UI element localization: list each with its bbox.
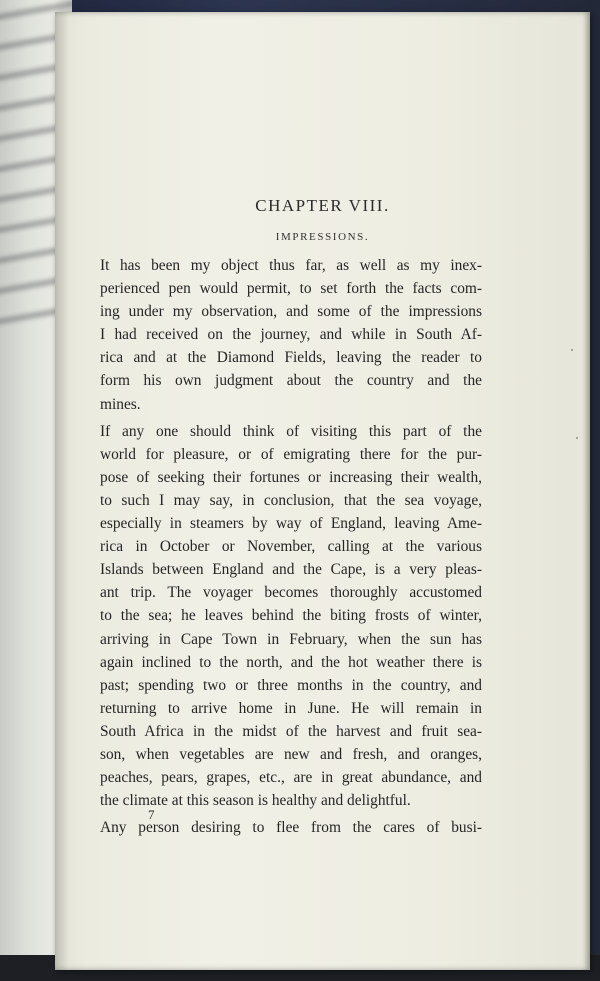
text-line: rica in October or November, calling at the various	[100, 538, 482, 556]
text-line: pose of seeking their fortunes or increasing their wealth,	[100, 468, 482, 486]
paper-speck	[576, 437, 578, 439]
text-line: again inclined to the north, and the hot weather there is	[100, 653, 482, 671]
text-line: form his own judgment about the country and the	[100, 372, 482, 390]
text-line: to such I may say, in conclusion, that the sea voyage,	[100, 491, 482, 509]
text-line: world for pleasure, or of emigrating there for the pur-	[100, 445, 482, 463]
text-line: Islands between England and the Cape, is a very pleas-	[100, 561, 482, 579]
text-line: ant trip. The voyager becomes thoroughly accustomed	[100, 584, 482, 602]
text-line: peaches, pears, grapes, etc., are in great abundance, and	[100, 769, 482, 787]
body-text	[100, 254, 482, 839]
text-line: perienced pen would permit, to set forth the facts com-	[100, 280, 482, 298]
text-line: arriving in Cape Town in February, when the sun has	[100, 630, 482, 648]
signature-mark: 7	[148, 807, 155, 822]
text-line: the climate at this season is healthy and delightful.	[100, 792, 411, 810]
paper-speck	[571, 349, 573, 351]
text-line: It has been my object thus far, as well as my inex-	[100, 257, 482, 274]
text-line: If any one should think of visiting this part of the	[100, 422, 482, 440]
text-line: mines.	[100, 395, 141, 413]
text-line: past; spending two or three months in the country, and	[100, 676, 482, 694]
text-line: Any person desiring to flee from the cares of busi-	[100, 819, 482, 837]
text-line: I had received on the journey, and while in South Af-	[100, 326, 482, 344]
chapter-subtitle: IMPRESSIONS.	[275, 231, 370, 243]
text-line: returning to arrive home in June. He will remain in	[100, 699, 482, 717]
page-gutter-shade	[55, 12, 69, 970]
text-line: South Africa in the midst of the harvest and fruit sea-	[100, 722, 482, 740]
text-line: rica and at the Diamond Fields, leaving the reader to	[100, 349, 482, 367]
text-line: son, when vegetables are new and fresh, and oranges,	[100, 745, 482, 763]
text-line: to the sea; he leaves behind the biting frosts of winter,	[100, 607, 482, 625]
text-line: ing under my observation, and some of the impressions	[100, 303, 482, 321]
chapter-title: CHAPTER VIII.	[255, 196, 390, 215]
text-line: especially in steamers by way of England, leaving Ame-	[100, 515, 482, 533]
